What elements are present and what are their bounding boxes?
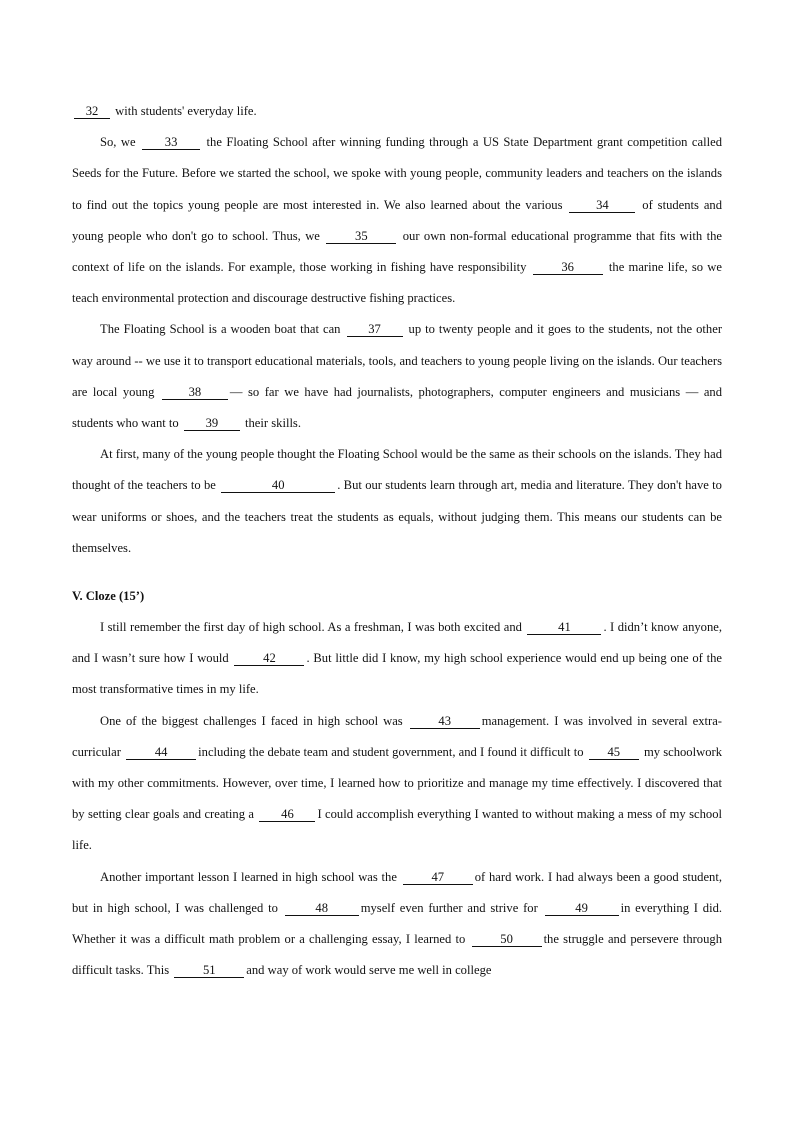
text-after-44: including the debate team and student government, and I found it difficult to (198, 744, 584, 759)
text-after-36: the marine life, so we teach environmental protection and discourage destructive fishing practices. (72, 260, 722, 306)
blank-35: 35 (326, 230, 396, 244)
passage1-paragraph-0 (72, 96, 722, 127)
text-after-32: with students' everyday life. (115, 104, 257, 118)
text-after-51: and way of work would serve me well in college (246, 963, 492, 978)
text-after-38: — so far we have had journalists, photographers, computer engineers and musicians — and students who want to (72, 384, 723, 431)
blank-43: 43 (410, 715, 480, 729)
blank-39: 39 (184, 417, 240, 431)
blank-46: 46 (259, 808, 315, 822)
blank-49: 49 (545, 902, 619, 916)
text-before-33: So, we (100, 135, 136, 150)
text-after-34: of students and young people who don't go to school. Thus, we (72, 197, 723, 243)
text-after-41: . I didn’t know anyone, and I wasn’t sure how I would (72, 620, 722, 666)
blank-41: 41 (527, 621, 601, 635)
blank-37: 37 (347, 323, 403, 337)
text-after-50: the struggle and persevere through difficult tasks. This (72, 932, 722, 978)
text-after-37: up to twenty people and it goes to the students, not the other way around -- we use it to transport educational materials, tools, and teachers to young people living on the islands. Our teachers are local young (72, 322, 723, 399)
text-before-43: One of the biggest challenges I faced in high school was (100, 713, 403, 728)
passage2-paragraph-1 (72, 612, 722, 706)
blank-34: 34 (569, 199, 635, 213)
text-after-39: their skills. (245, 416, 301, 431)
blank-32: 32 (74, 105, 110, 119)
text-after-49: in everything I did. Whether it was a difficult math problem or a challenging essay, I learned to (72, 900, 723, 947)
text-before-47: Another important lesson I learned in high school was the (100, 869, 397, 884)
text-after-42: . But little did I know, my high school experience would end up being one of the most transformative times in my life. (72, 651, 722, 697)
blank-48: 48 (285, 902, 359, 916)
text-after-47: of hard work. I had always been a good student, but in high school, I was challenged to (72, 869, 722, 915)
passage1-paragraph-1 (72, 127, 722, 314)
section-v-title: V. Cloze (15’) (72, 589, 145, 604)
text-after-45: my schoolwork with my other commitments. However, over time, I learned how to prioritize and manage my time effectively. I discovered that by setting clear goals and creating a (72, 744, 722, 822)
blank-36: 36 (533, 261, 603, 275)
passage1-paragraph-2 (72, 314, 722, 439)
blank-51: 51 (174, 964, 244, 978)
text-before-41: I still remember the first day of high school. As a freshman, I was both excited and (100, 620, 522, 635)
passage1-paragraph-3 (72, 439, 722, 564)
blank-33: 33 (142, 136, 200, 150)
document-page (72, 96, 722, 986)
blank-50: 50 (472, 933, 542, 947)
text-after-43: management. I was involved in several extra-curricular (72, 713, 722, 759)
blank-40: 40 (221, 479, 335, 493)
text-before-37: The Floating School is a wooden boat that can (100, 322, 341, 337)
passage2-paragraph-2 (72, 706, 722, 862)
text-after-48: myself even further and strive for (360, 900, 538, 915)
passage2-paragraph-3 (72, 862, 722, 987)
text-after-35: our own non-formal educational programme that fits with the context of life on the islands. For example, those working in fishing have responsibility (72, 228, 722, 275)
blank-47: 47 (403, 871, 473, 885)
blank-42: 42 (234, 652, 304, 666)
text-before-40: At first, many of the young people thought the Floating School would be the same as their schools on the islands. They had thought of the teachers to be (72, 447, 722, 493)
blank-44: 44 (126, 746, 196, 760)
text-after-46: I could accomplish everything I wanted to without making a mess of my school life. (72, 807, 722, 853)
blank-45: 45 (589, 746, 639, 760)
text-after-33: the Floating School after winning funding through a US State Department grant competition called Seeds for the Future. Before we started the school, we spoke with young people, community leaders and teachers on the islands to find out the topics young people are most interested in. We also learned about the various (72, 135, 722, 212)
blank-38: 38 (162, 386, 228, 400)
text-after-40: . But our students learn through art, media and literature. They don't have to wear uniforms or shoes, and the teachers treat the students as equals, without judging them. This means our students can be themselves. (72, 478, 722, 555)
